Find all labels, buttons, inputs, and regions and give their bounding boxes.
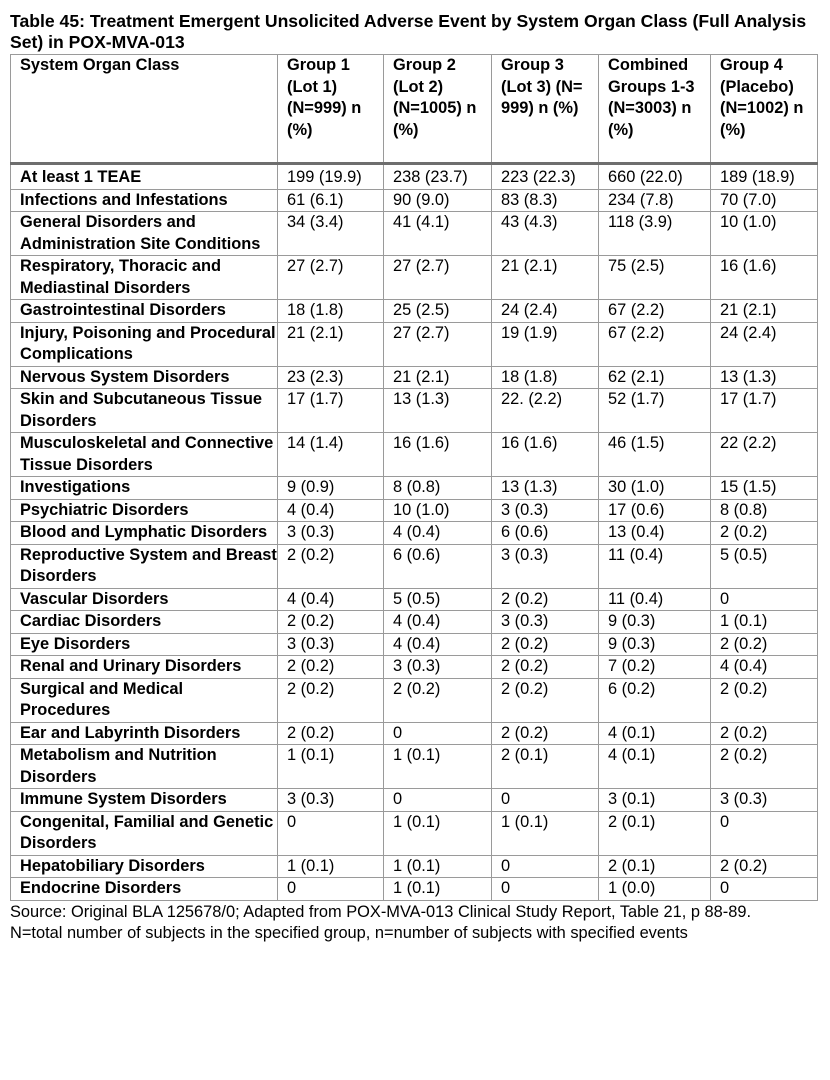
row-soc-name: General Disorders and Administration Site Conditions [11, 212, 278, 256]
table-row [11, 477, 818, 500]
document-page [10, 11, 820, 944]
table-row [11, 544, 818, 588]
row-soc-name: Nervous System Disorders [11, 366, 278, 389]
cell-combined: 67 (2.2) [599, 300, 711, 323]
cell-group3: 1 (0.1) [492, 811, 599, 855]
cell-group4: 2 (0.2) [711, 678, 818, 722]
cell-combined: 3 (0.1) [599, 789, 711, 812]
cell-group2: 4 (0.4) [384, 633, 492, 656]
row-soc-name: Congenital, Familial and Genetic Disorders [11, 811, 278, 855]
table-row [11, 789, 818, 812]
row-soc-name: Investigations [11, 477, 278, 500]
cell-group2: 8 (0.8) [384, 477, 492, 500]
cell-group2: 27 (2.7) [384, 256, 492, 300]
row-soc-name: Endocrine Disorders [11, 878, 278, 901]
cell-group4: 70 (7.0) [711, 189, 818, 212]
table-body [11, 164, 818, 901]
cell-group1: 9 (0.9) [278, 477, 384, 500]
cell-group2: 1 (0.1) [384, 745, 492, 789]
cell-group4: 2 (0.2) [711, 745, 818, 789]
cell-group3: 2 (0.2) [492, 588, 599, 611]
cell-combined: 4 (0.1) [599, 722, 711, 745]
cell-group4: 8 (0.8) [711, 499, 818, 522]
cell-group2: 4 (0.4) [384, 522, 492, 545]
cell-combined: 11 (0.4) [599, 588, 711, 611]
cell-combined: 46 (1.5) [599, 433, 711, 477]
row-soc-name: Respiratory, Thoracic and Mediastinal Disorders [11, 256, 278, 300]
cell-group4: 24 (2.4) [711, 322, 818, 366]
cell-group4: 5 (0.5) [711, 544, 818, 588]
col-header-combined: Combined Groups 1-3 (N=3003) n (%) [599, 55, 711, 164]
cell-group3: 3 (0.3) [492, 544, 599, 588]
cell-combined: 13 (0.4) [599, 522, 711, 545]
cell-group4: 2 (0.2) [711, 855, 818, 878]
cell-group4: 2 (0.2) [711, 522, 818, 545]
cell-group4: 21 (2.1) [711, 300, 818, 323]
row-soc-name: Surgical and Medical Procedures [11, 678, 278, 722]
cell-group2: 1 (0.1) [384, 811, 492, 855]
cell-combined: 52 (1.7) [599, 389, 711, 433]
cell-group1: 199 (19.9) [278, 164, 384, 190]
row-soc-name: Ear and Labyrinth Disorders [11, 722, 278, 745]
row-soc-name: Musculoskeletal and Connective Tissue Disorders [11, 433, 278, 477]
cell-combined: 7 (0.2) [599, 656, 711, 679]
cell-combined: 4 (0.1) [599, 745, 711, 789]
cell-group2: 238 (23.7) [384, 164, 492, 190]
cell-group1: 4 (0.4) [278, 499, 384, 522]
table-row [11, 811, 818, 855]
cell-group4: 2 (0.2) [711, 633, 818, 656]
cell-group1: 3 (0.3) [278, 789, 384, 812]
cell-combined: 2 (0.1) [599, 855, 711, 878]
col-header-soc: System Organ Class [11, 55, 278, 164]
row-soc-name: Cardiac Disorders [11, 611, 278, 634]
cell-combined: 62 (2.1) [599, 366, 711, 389]
cell-group4: 17 (1.7) [711, 389, 818, 433]
cell-group4: 15 (1.5) [711, 477, 818, 500]
definition-footnote: N=total number of subjects in the specified group, n=number of subjects with specified events [10, 923, 688, 942]
cell-group4: 0 [711, 811, 818, 855]
cell-combined: 17 (0.6) [599, 499, 711, 522]
cell-group2: 1 (0.1) [384, 878, 492, 901]
cell-group2: 3 (0.3) [384, 656, 492, 679]
cell-combined: 11 (0.4) [599, 544, 711, 588]
col-header-group2: Group 2 (Lot 2) (N=1005) n (%) [384, 55, 492, 164]
table-title: Table 45: Treatment Emergent Unsolicited Adverse Event by System Organ Class (Full Analysis Set) in POX-MVA-013 [10, 11, 807, 52]
col-header-group4: Group 4 (Placebo) (N=1002) n (%) [711, 55, 818, 164]
table-header-row [11, 55, 818, 164]
row-soc-name: At least 1 TEAE [11, 164, 278, 190]
table-row [11, 522, 818, 545]
cell-group3: 13 (1.3) [492, 477, 599, 500]
cell-group3: 83 (8.3) [492, 189, 599, 212]
cell-group1: 27 (2.7) [278, 256, 384, 300]
row-soc-name: Gastrointestinal Disorders [11, 300, 278, 323]
table-row [11, 745, 818, 789]
cell-group3: 3 (0.3) [492, 611, 599, 634]
cell-combined: 9 (0.3) [599, 611, 711, 634]
cell-group2: 2 (0.2) [384, 678, 492, 722]
cell-combined: 6 (0.2) [599, 678, 711, 722]
row-soc-name: Hepatobiliary Disorders [11, 855, 278, 878]
cell-group4: 2 (0.2) [711, 722, 818, 745]
cell-group3: 2 (0.2) [492, 678, 599, 722]
cell-group2: 41 (4.1) [384, 212, 492, 256]
cell-group1: 18 (1.8) [278, 300, 384, 323]
cell-combined: 30 (1.0) [599, 477, 711, 500]
cell-group1: 2 (0.2) [278, 544, 384, 588]
row-soc-name: Renal and Urinary Disorders [11, 656, 278, 679]
table-row [11, 322, 818, 366]
row-soc-name: Vascular Disorders [11, 588, 278, 611]
cell-group4: 1 (0.1) [711, 611, 818, 634]
cell-group3: 6 (0.6) [492, 522, 599, 545]
cell-group3: 0 [492, 855, 599, 878]
cell-group1: 4 (0.4) [278, 588, 384, 611]
row-soc-name: Injury, Poisoning and Procedural Complications [11, 322, 278, 366]
cell-group4: 10 (1.0) [711, 212, 818, 256]
cell-group3: 18 (1.8) [492, 366, 599, 389]
cell-group1: 1 (0.1) [278, 745, 384, 789]
cell-group4: 0 [711, 588, 818, 611]
cell-group1: 2 (0.2) [278, 722, 384, 745]
cell-group4: 16 (1.6) [711, 256, 818, 300]
table-row [11, 855, 818, 878]
col-header-group3: Group 3 (Lot 3) (N= 999) n (%) [492, 55, 599, 164]
row-soc-name: Infections and Infestations [11, 189, 278, 212]
cell-group3: 2 (0.1) [492, 745, 599, 789]
cell-group3: 2 (0.2) [492, 722, 599, 745]
cell-group4: 13 (1.3) [711, 366, 818, 389]
cell-group1: 23 (2.3) [278, 366, 384, 389]
cell-group2: 10 (1.0) [384, 499, 492, 522]
cell-group1: 61 (6.1) [278, 189, 384, 212]
cell-group4: 22 (2.2) [711, 433, 818, 477]
cell-group1: 2 (0.2) [278, 611, 384, 634]
cell-group2: 6 (0.6) [384, 544, 492, 588]
cell-group3: 223 (22.3) [492, 164, 599, 190]
cell-group3: 24 (2.4) [492, 300, 599, 323]
cell-group2: 21 (2.1) [384, 366, 492, 389]
table-row [11, 656, 818, 679]
cell-group4: 3 (0.3) [711, 789, 818, 812]
cell-combined: 1 (0.0) [599, 878, 711, 901]
cell-group4: 0 [711, 878, 818, 901]
cell-group2: 16 (1.6) [384, 433, 492, 477]
table-row [11, 389, 818, 433]
source-footnote: Source: Original BLA 125678/0; Adapted from POX-MVA-013 Clinical Study Report, Table 21, p 88-89. [10, 902, 752, 921]
cell-group1: 21 (2.1) [278, 322, 384, 366]
cell-group3: 22. (2.2) [492, 389, 599, 433]
cell-combined: 118 (3.9) [599, 212, 711, 256]
table-row [11, 633, 818, 656]
table-row [11, 678, 818, 722]
cell-group4: 189 (18.9) [711, 164, 818, 190]
cell-combined: 67 (2.2) [599, 322, 711, 366]
adverse-event-table [10, 54, 818, 901]
row-soc-name: Eye Disorders [11, 633, 278, 656]
cell-group2: 13 (1.3) [384, 389, 492, 433]
cell-group3: 16 (1.6) [492, 433, 599, 477]
cell-group3: 3 (0.3) [492, 499, 599, 522]
table-row [11, 722, 818, 745]
cell-group3: 43 (4.3) [492, 212, 599, 256]
table-row [11, 189, 818, 212]
cell-combined: 75 (2.5) [599, 256, 711, 300]
table-row [11, 433, 818, 477]
table-row [11, 256, 818, 300]
table-row [11, 588, 818, 611]
row-soc-name: Skin and Subcutaneous Tissue Disorders [11, 389, 278, 433]
table-row [11, 300, 818, 323]
cell-group1: 0 [278, 811, 384, 855]
table-row [11, 611, 818, 634]
row-soc-name: Metabolism and Nutrition Disorders [11, 745, 278, 789]
cell-group2: 0 [384, 789, 492, 812]
cell-group1: 2 (0.2) [278, 656, 384, 679]
table-row [11, 499, 818, 522]
cell-combined: 9 (0.3) [599, 633, 711, 656]
cell-group1: 3 (0.3) [278, 633, 384, 656]
cell-group3: 2 (0.2) [492, 656, 599, 679]
cell-group2: 90 (9.0) [384, 189, 492, 212]
table-row [11, 366, 818, 389]
cell-group1: 34 (3.4) [278, 212, 384, 256]
cell-group2: 25 (2.5) [384, 300, 492, 323]
cell-group3: 19 (1.9) [492, 322, 599, 366]
row-soc-name: Blood and Lymphatic Disorders [11, 522, 278, 545]
cell-group4: 4 (0.4) [711, 656, 818, 679]
cell-combined: 2 (0.1) [599, 811, 711, 855]
table-row [11, 878, 818, 901]
cell-group2: 1 (0.1) [384, 855, 492, 878]
table-row [11, 164, 818, 190]
row-soc-name: Immune System Disorders [11, 789, 278, 812]
cell-group1: 2 (0.2) [278, 678, 384, 722]
cell-combined: 234 (7.8) [599, 189, 711, 212]
cell-group2: 27 (2.7) [384, 322, 492, 366]
row-soc-name: Psychiatric Disorders [11, 499, 278, 522]
cell-group2: 5 (0.5) [384, 588, 492, 611]
cell-group1: 17 (1.7) [278, 389, 384, 433]
cell-group3: 0 [492, 878, 599, 901]
cell-group2: 4 (0.4) [384, 611, 492, 634]
cell-group3: 2 (0.2) [492, 633, 599, 656]
cell-group1: 1 (0.1) [278, 855, 384, 878]
cell-group3: 0 [492, 789, 599, 812]
cell-group2: 0 [384, 722, 492, 745]
col-header-group1: Group 1 (Lot 1) (N=999) n (%) [278, 55, 384, 164]
cell-group1: 0 [278, 878, 384, 901]
cell-group3: 21 (2.1) [492, 256, 599, 300]
cell-group1: 14 (1.4) [278, 433, 384, 477]
cell-combined: 660 (22.0) [599, 164, 711, 190]
cell-group1: 3 (0.3) [278, 522, 384, 545]
row-soc-name: Reproductive System and Breast Disorders [11, 544, 278, 588]
table-row [11, 212, 818, 256]
